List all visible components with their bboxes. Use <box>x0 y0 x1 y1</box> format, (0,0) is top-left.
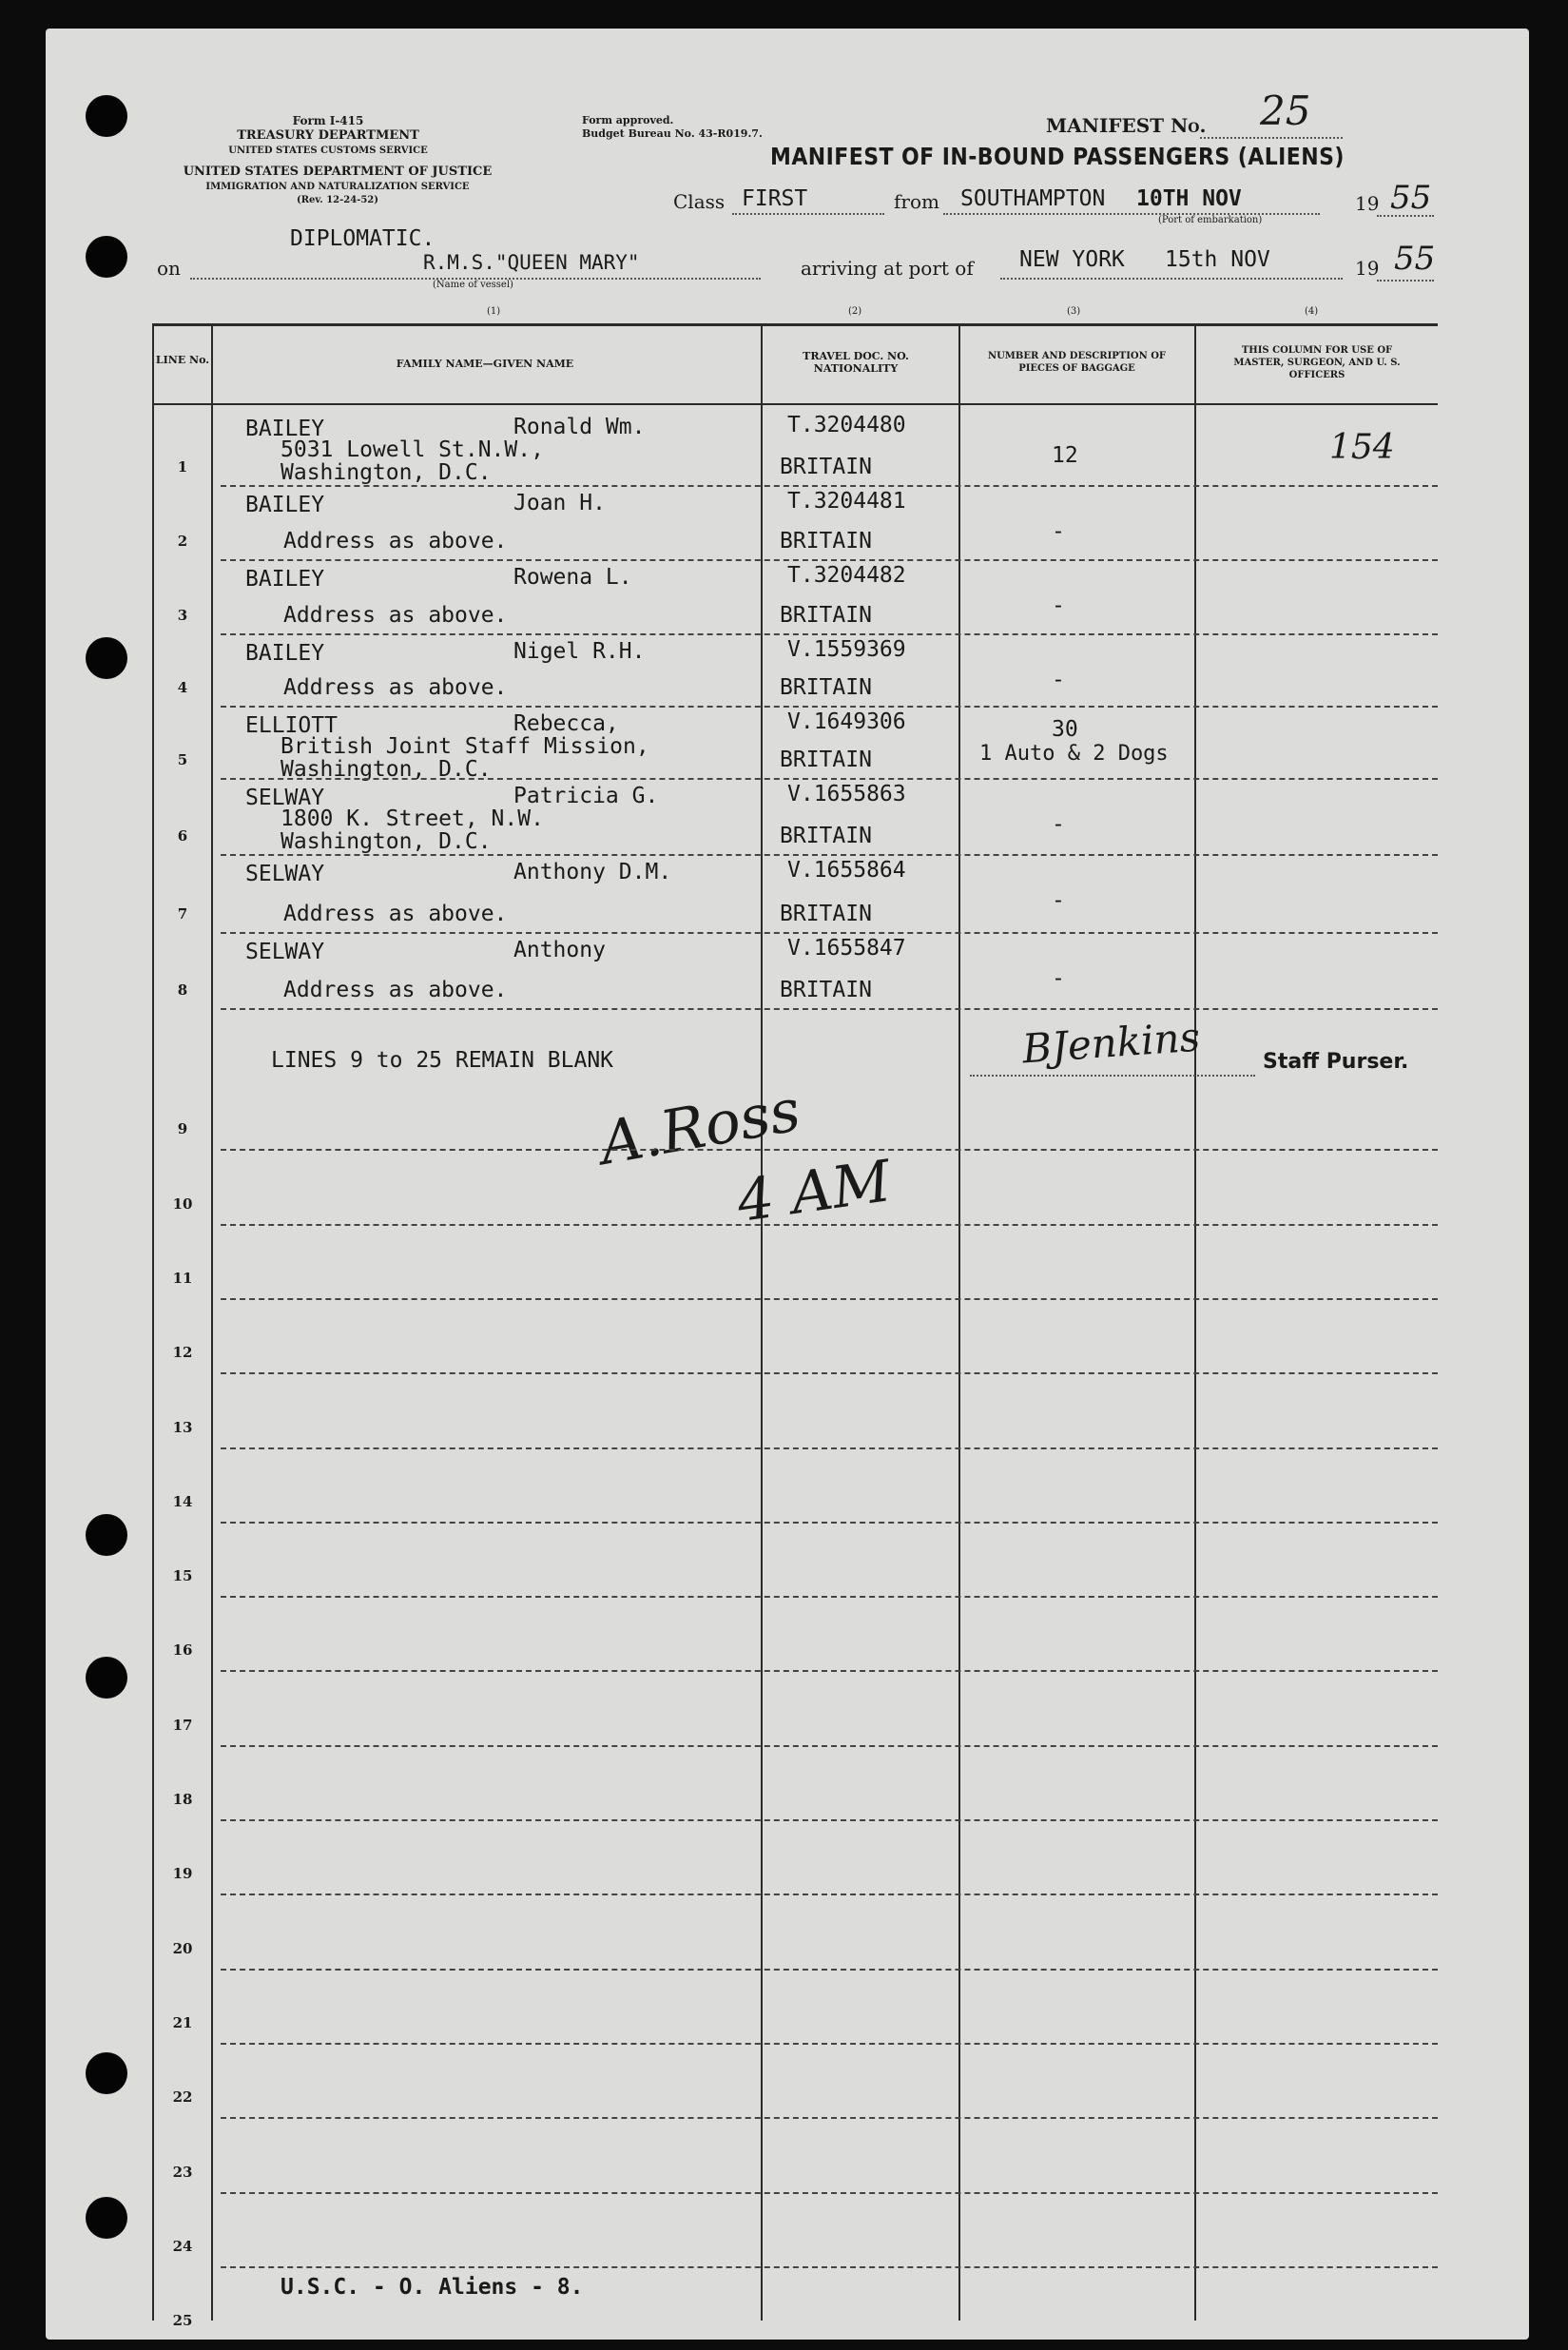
row-divider <box>221 706 1438 708</box>
punch-hole <box>86 637 127 679</box>
col-border-officers <box>1194 323 1196 2321</box>
nationality: BRITAIN <box>780 978 872 1002</box>
table-top-border <box>152 323 1438 326</box>
baggage-count: - <box>1052 966 1065 991</box>
address-line-2: Washington, D.C. <box>281 460 492 485</box>
remain-blank-note: LINES 9 to 25 REMAIN BLANK <box>271 1048 614 1073</box>
from-line <box>943 213 1320 215</box>
header-bottom-border <box>152 403 1438 405</box>
nationality: BRITAIN <box>780 748 872 772</box>
row-divider <box>221 1447 1438 1449</box>
punch-hole <box>86 2052 127 2094</box>
baggage-description: 1 Auto & 2 Dogs <box>979 742 1169 766</box>
given-name: Rebecca, <box>513 711 619 736</box>
travel-doc-number: T.3204480 <box>787 413 906 437</box>
form-footer: U.S.C. - O. Aliens - 8. <box>281 2275 584 2300</box>
col-border-doc <box>761 323 763 2321</box>
row-divider <box>221 1745 1438 1747</box>
row-line-number: 20 <box>172 1939 193 1957</box>
nationality: BRITAIN <box>780 902 872 926</box>
baggage-count: - <box>1052 668 1065 692</box>
diplomatic-label: DIPLOMATIC. <box>290 226 436 251</box>
row-divider <box>221 1149 1438 1151</box>
row-divider <box>221 1224 1438 1226</box>
given-name: Anthony <box>513 938 606 962</box>
customs-service: UNITED STATES CUSTOMS SERVICE <box>228 146 428 156</box>
travel-doc-number: T.3204482 <box>787 563 906 588</box>
row-divider <box>221 2266 1438 2268</box>
travel-doc-number: V.1655863 <box>787 782 906 806</box>
row-line-number: 22 <box>172 2088 193 2107</box>
row-line-number: 24 <box>172 2237 193 2255</box>
baggage-count: - <box>1052 593 1065 618</box>
col-header-travel-doc: TRAVEL DOC. NO. NATIONALITY <box>803 350 909 375</box>
given-name: Rowena L. <box>513 565 632 590</box>
nationality: BRITAIN <box>780 675 872 700</box>
row-line-number: 3 <box>177 607 188 624</box>
punch-hole <box>86 1657 127 1699</box>
address-line: Address as above. <box>283 529 508 554</box>
punch-hole <box>86 95 127 137</box>
class-line <box>732 213 884 215</box>
class-label: Class <box>673 190 726 213</box>
family-name: SELWAY <box>245 862 325 886</box>
given-name: Nigel R.H. <box>513 639 646 664</box>
row-line-number: 13 <box>172 1418 193 1436</box>
row-divider <box>221 1894 1438 1895</box>
baggage-count: - <box>1052 812 1065 837</box>
baggage-count: - <box>1052 519 1065 544</box>
given-name: Ronald Wm. <box>513 415 646 439</box>
year-prefix-1: 19 <box>1355 192 1380 215</box>
row-divider <box>221 1596 1438 1598</box>
address-line-2: Washington, D.C. <box>281 757 492 782</box>
revision: (Rev. 12-24-52) <box>297 195 378 205</box>
year-2: 55 <box>1394 240 1436 278</box>
row-line-number: 15 <box>172 1567 193 1585</box>
travel-doc-number: V.1559369 <box>787 637 906 662</box>
row-divider <box>221 1969 1438 1971</box>
manifest-number: 25 <box>1260 87 1311 134</box>
travel-doc-number: T.3204481 <box>787 489 906 514</box>
col-num-3: (3) <box>1067 306 1081 317</box>
row-line-number: 6 <box>177 827 188 845</box>
nationality: BRITAIN <box>780 529 872 554</box>
arrival-port: NEW YORK <box>1019 247 1125 272</box>
officer-entry: 154 <box>1329 428 1395 467</box>
row-line-number: 8 <box>177 981 188 999</box>
given-name: Joan H. <box>513 491 606 515</box>
family-name: BAILEY <box>245 417 325 441</box>
arrival-date: 15th NOV <box>1165 247 1270 272</box>
address-line: Address as above. <box>283 902 508 926</box>
baggage-count: 12 <box>1052 443 1078 468</box>
purser-signature-line <box>970 1075 1255 1077</box>
officer-initials: 4 AM <box>732 1148 896 1235</box>
address-line: 1800 K. Street, N.W. <box>281 806 544 831</box>
manifest-no-label: MANIFEST No. <box>1046 114 1207 137</box>
row-line-number: 14 <box>172 1492 193 1510</box>
col-header-officers: THIS COLUMN FOR USE OF MASTER, SURGEON, AND U. S. OFFICERS <box>1233 345 1401 380</box>
row-line-number: 16 <box>172 1641 193 1660</box>
manifest-title: MANIFEST OF IN-BOUND PASSENGERS (ALIENS) <box>770 143 1345 170</box>
row-divider <box>221 1522 1438 1524</box>
travel-doc-number: V.1649306 <box>787 709 906 734</box>
punch-hole <box>86 1514 127 1556</box>
col-num-1: (1) <box>487 306 501 317</box>
row-divider <box>221 778 1438 780</box>
row-divider <box>221 559 1438 561</box>
row-divider <box>221 1670 1438 1672</box>
row-line-number: 7 <box>177 905 188 923</box>
row-divider <box>221 1372 1438 1374</box>
col-header-line-no: LINE No. <box>155 354 210 366</box>
row-line-number: 10 <box>172 1194 193 1213</box>
staff-purser-label: Staff Purser. <box>1263 1050 1409 1074</box>
address-line: British Joint Staff Mission, <box>281 734 649 759</box>
row-divider <box>221 1819 1438 1821</box>
punch-hole <box>86 2197 127 2239</box>
port-embarkation-caption: (Port of embarkation) <box>1158 215 1263 225</box>
manifest-no-line <box>1200 137 1343 139</box>
row-line-number: 25 <box>172 2312 193 2330</box>
row-line-number: 2 <box>177 533 188 550</box>
address-line: Address as above. <box>283 675 508 700</box>
punch-hole <box>86 236 127 278</box>
row-divider <box>221 1298 1438 1300</box>
justice-dept: UNITED STATES DEPARTMENT OF JUSTICE <box>183 165 493 179</box>
travel-doc-number: V.1655847 <box>787 936 906 961</box>
nationality: BRITAIN <box>780 455 872 479</box>
row-line-number: 4 <box>177 679 188 696</box>
vessel-name: R.M.S."QUEEN MARY" <box>423 251 640 274</box>
family-name: BAILEY <box>245 641 325 666</box>
officer-signature: A.Ross <box>594 1075 805 1178</box>
row-divider <box>221 633 1438 635</box>
address-line: Address as above. <box>283 978 508 1002</box>
from-label: from <box>894 190 939 213</box>
row-divider <box>221 2192 1438 2194</box>
row-line-number: 21 <box>172 2013 193 2031</box>
col-header-name: FAMILY NAME—GIVEN NAME <box>396 358 574 370</box>
travel-doc-number: V.1655864 <box>787 858 906 883</box>
baggage-count: - <box>1052 888 1065 913</box>
arrival-line <box>1000 278 1343 280</box>
address-line: 5031 Lowell St.N.W., <box>281 437 544 462</box>
col-num-2: (2) <box>848 306 862 317</box>
row-divider <box>221 2043 1438 2045</box>
row-line-number: 23 <box>172 2163 193 2181</box>
given-name: Anthony D.M. <box>513 860 672 884</box>
baggage-count: 30 <box>1052 717 1078 742</box>
form-approved: Form approved. <box>582 114 674 126</box>
family-name: SELWAY <box>245 786 325 810</box>
address-line: Address as above. <box>283 603 508 628</box>
year-line-2 <box>1377 280 1434 282</box>
given-name: Patricia G. <box>513 784 659 808</box>
embarkation-date: 10TH NOV <box>1136 186 1242 211</box>
row-line-number: 12 <box>172 1344 193 1362</box>
from-port: SOUTHAMPTON <box>960 186 1106 211</box>
family-name: SELWAY <box>245 940 325 964</box>
row-divider <box>221 485 1438 487</box>
ins-service: IMMIGRATION AND NATURALIZATION SERVICE <box>205 182 470 192</box>
row-line-number: 17 <box>172 1716 193 1734</box>
row-line-number: 18 <box>172 1791 193 1808</box>
col-num-4: (4) <box>1305 306 1319 317</box>
row-line-number: 9 <box>177 1120 188 1138</box>
vessel-caption: (Name of vessel) <box>433 280 513 290</box>
row-divider <box>221 854 1438 856</box>
row-divider <box>221 1008 1438 1010</box>
family-name: BAILEY <box>245 493 325 517</box>
row-line-number: 5 <box>177 751 188 768</box>
nationality: BRITAIN <box>780 603 872 628</box>
row-line-number: 11 <box>172 1269 193 1287</box>
year-1: 55 <box>1390 179 1432 217</box>
address-line-2: Washington, D.C. <box>281 829 492 854</box>
on-label: on <box>157 257 181 280</box>
arriving-label: arriving at port of <box>801 257 974 280</box>
form-number: Form I-415 <box>292 114 364 127</box>
row-divider <box>221 932 1438 934</box>
col-header-baggage: NUMBER AND DESCRIPTION OF PIECES OF BAGGAGE <box>987 351 1167 374</box>
row-line-number: 1 <box>177 458 188 476</box>
purser-signature: BJenkins <box>1020 1013 1202 1073</box>
budget-bureau: Budget Bureau No. 43-R019.7. <box>582 127 763 140</box>
row-line-number: 19 <box>172 1865 193 1883</box>
treasury-dept: TREASURY DEPARTMENT <box>237 128 419 143</box>
class-value: FIRST <box>742 186 808 211</box>
year-prefix-2: 19 <box>1355 257 1380 280</box>
nationality: BRITAIN <box>780 824 872 848</box>
row-divider <box>221 2117 1438 2119</box>
family-name: ELLIOTT <box>245 713 338 738</box>
family-name: BAILEY <box>245 567 325 592</box>
col-border-baggage <box>958 323 960 2321</box>
